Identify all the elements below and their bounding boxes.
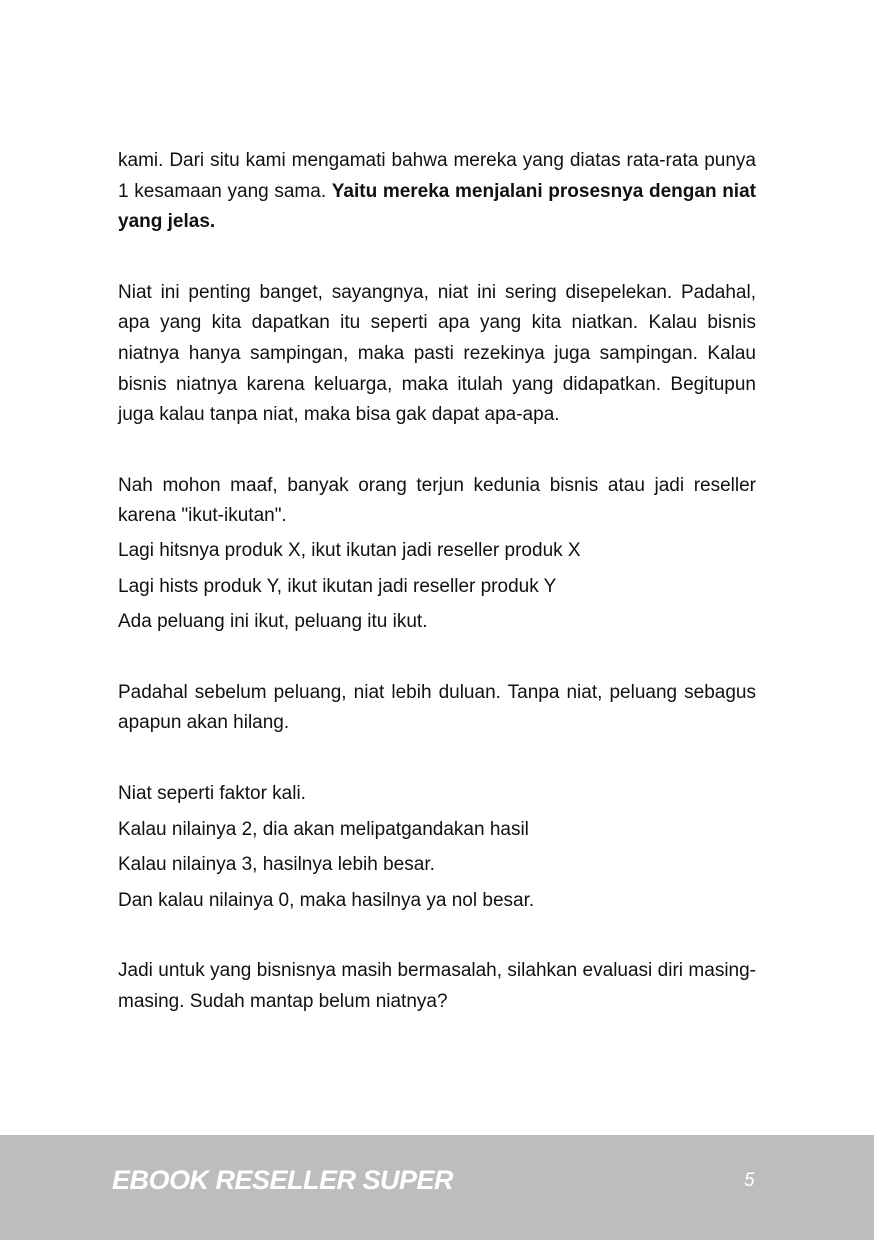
page-body xyxy=(118,146,756,1017)
paragraph-3-intro: Nah mohon maaf, banyak orang terjun kedunia bisnis atau jadi reseller karena "ikut-ikutan". xyxy=(118,474,756,527)
paragraph-5-line-2: Kalau nilainya 2, dia akan melipatgandakan hasil xyxy=(118,818,529,840)
paragraph-1-bold-text: Yaitu mereka menjalani prosesnya dengan niat yang jelas. xyxy=(118,180,756,233)
page-footer xyxy=(0,1135,874,1240)
paragraph-3-line-2: Lagi hists produk Y, ikut ikutan jadi reseller produk Y xyxy=(118,575,557,597)
paragraph-4: Padahal sebelum peluang, niat lebih duluan. Tanpa niat, peluang sebagus apapun akan hilang. xyxy=(118,681,756,734)
paragraph-5-line-3: Kalau nilainya 3, hasilnya lebih besar. xyxy=(118,854,435,876)
paragraph-2: Niat ini penting banget, sayangnya, niat ini sering disepelekan. Padahal, apa yang kita dapatkan itu seperti apa yang kita niatkan. Kalau bisnis niatnya hanya sampingan, maka pasti rezekinya juga sampingan. Kalau bisnis niatnya karena keluarga, maka itulah yang didapatkan. Begitupun juga kalau tanpa niat, maka bisa gak dapat apa-apa. xyxy=(118,281,756,426)
paragraph-5-line-1: Niat seperti faktor kali. xyxy=(118,782,306,804)
paragraph-3-line-3: Ada peluang ini ikut, peluang itu ikut. xyxy=(118,611,428,633)
footer-title: EBOOK RESELLER SUPER xyxy=(112,1165,454,1195)
page-number: 5 xyxy=(744,1170,755,1191)
paragraph-6: Jadi untuk yang bisnisnya masih bermasalah, silahkan evaluasi diri masing-masing. Sudah mantap belum niatnya? xyxy=(118,960,756,1012)
paragraph-5 xyxy=(118,779,756,916)
paragraph-1 xyxy=(118,146,756,238)
paragraph-3-line-1: Lagi hitsnya produk X, ikut ikutan jadi reseller produk X xyxy=(118,539,581,561)
paragraph-5-line-4: Dan kalau nilainya 0, maka hasilnya ya nol besar. xyxy=(118,889,535,911)
paragraph-3 xyxy=(118,471,756,638)
paragraph-1-text: kami. Dari situ kami mengamati bahwa mereka yang diatas rata-rata punya 1 kesamaan yang sama. xyxy=(118,150,756,202)
